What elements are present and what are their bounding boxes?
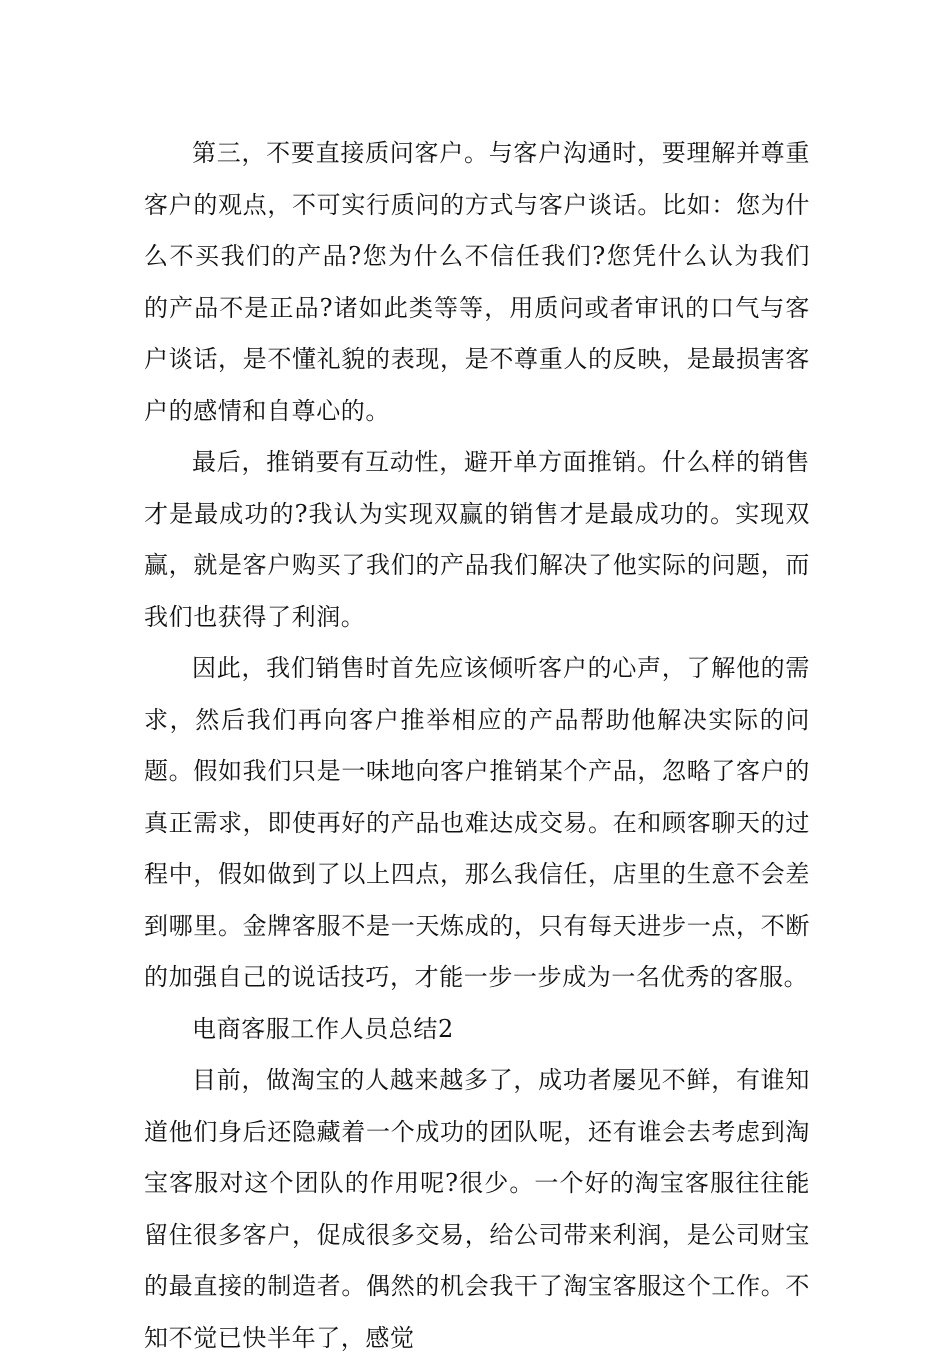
paragraph-last-point: 最后，推销要有互动性，避开单方面推销。什么样的销售才是最成功的?我认为实现双赢的销售才是最成功的。实现双赢，就是客户购买了我们的产品我们解决了他实际的问题，而我们也获得了利润。 (144, 448, 810, 631)
section-heading: 电商客服工作人员总结2 (192, 1014, 454, 1043)
paragraph-third-point: 第三，不要直接质问客户。与客户沟通时，要理解并尊重客户的观点，不可实行质问的方式与客户谈话。比如：您为什么不买我们的产品?您为什么不信任我们?您凭什么认为我们的产品不是正品?诸如此类等等，用质问或者审讯的口气与客户谈话，是不懂礼貌的表现，是不尊重人的反映，是最损害客户的感情和自尊心的。 (144, 139, 810, 425)
paragraph-summary-intro: 目前，做淘宝的人越来越多了，成功者屡见不鲜，有谁知道他们身后还隐藏着一个成功的团队呢，还有谁会去考虑到淘宝客服对这个团队的作用呢?很少。一个好的淘宝客服往往能留住很多客户，促成很多交易，给公司带来利润，是公司财宝的最直接的制造者。偶然的机会我干了淘宝客服这个工作。不知不觉已快半年了，感觉 (144, 1066, 810, 1352)
paragraph-conclusion: 因此，我们销售时首先应该倾听客户的心声，了解他的需求，然后我们再向客户推举相应的产品帮助他解决实际的问题。假如我们只是一味地向客户推销某个产品，忽略了客户的真正需求，即使再好的产品也难达成交易。在和顾客聊天的过程中，假如做到了以上四点，那么我信任，店里的生意不会差到哪里。金牌客服不是一天炼成的，只有每天进步一点，不断的加强自己的说话技巧，才能一步一步成为一名优秀的客服。 (144, 654, 810, 991)
document-page (144, 128, 810, 1364)
